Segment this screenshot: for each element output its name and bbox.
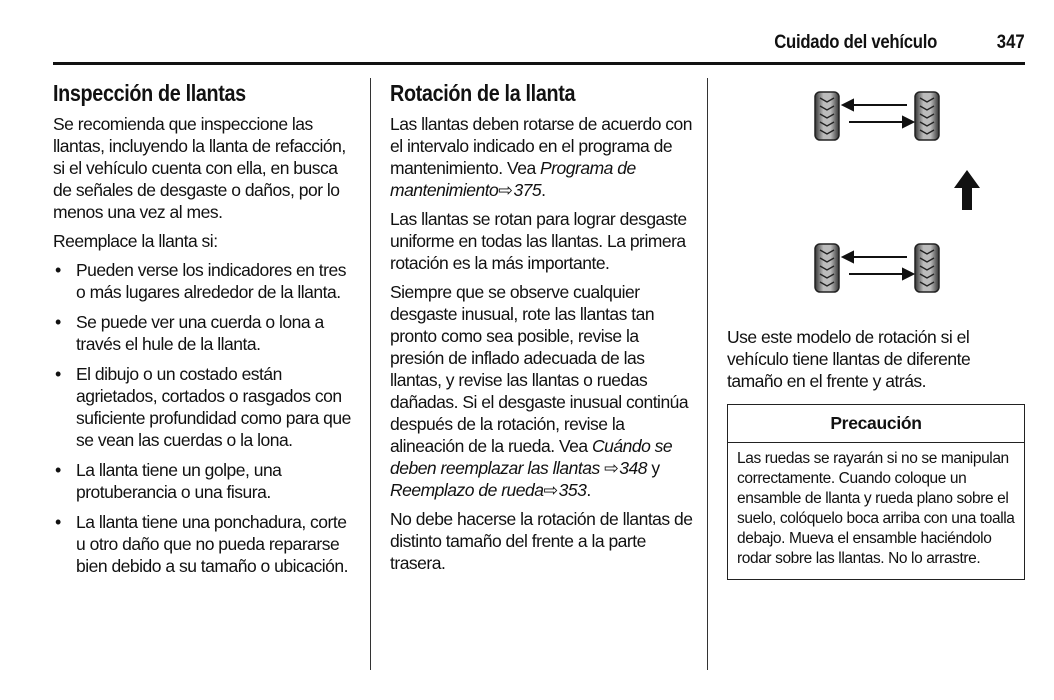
caution-body: Las ruedas se rayarán si no se manipulan correctamente. Cuando coloque un ensamble de llanta y rueda plano sobre el suelo, colóquelo boca arriba con una toalla debajo. Mueva el ensamble haciéndolo rodar sobre las llantas. No lo arrastre. xyxy=(737,450,1015,567)
caution-title: Precaución xyxy=(728,405,1024,443)
paragraph-text: . xyxy=(586,480,591,500)
paragraph-text: Las llantas deben rotarse de acuerdo con el intervalo indicado en el programa de mantenimiento. Vea xyxy=(390,114,693,178)
column-divider xyxy=(707,78,708,670)
list-item: • Pueden verse los indicadores en tres o más lugares alrededor de la llanta. xyxy=(53,259,358,303)
maintenance-schedule-link[interactable]: Programa de mantenimiento xyxy=(390,158,636,200)
page-number: 347 xyxy=(997,32,1025,53)
rotation-paragraph-1 xyxy=(390,113,695,201)
ref-arrow-icon: ⇨ xyxy=(498,180,513,200)
rotation-column xyxy=(390,80,695,581)
double-arrow-icon xyxy=(843,252,913,279)
inspection-intro: Se recomienda que inspeccione las llantas, incluyendo la llanta de refacción, si el vehículo cuenta con ella, en busca de señales de desgaste o daños, por lo menos una vez al mes. xyxy=(53,114,346,222)
rotation-paragraph-3 xyxy=(390,281,695,501)
rotation-heading: Rotación de la llanta xyxy=(390,80,576,106)
caution-box xyxy=(727,404,1025,580)
diagram-caption: Use este modelo de rotación si el vehículo tiene llantas de diferente tamaño en el frente y atrás. xyxy=(727,327,971,391)
tire-icon xyxy=(815,92,839,140)
tire-icon xyxy=(815,244,839,292)
list-item: • Se puede ver una cuerda o lona a través el hule de la llanta. xyxy=(53,311,358,355)
replace-tires-link[interactable]: Cuándo se deben reemplazar las llantas xyxy=(390,436,673,478)
rotation-paragraph-2: Las llantas se rotan para lograr desgaste uniforme en todas las llantas. La primera rotación es la más importante. xyxy=(390,209,687,273)
list-item: • La llanta tiene un golpe, una protuberancia o una fisura. xyxy=(53,459,358,503)
wheel-replacement-link[interactable]: Reemplazo de rueda xyxy=(390,480,544,500)
inspection-column xyxy=(53,80,358,585)
double-arrow-icon xyxy=(843,100,913,127)
paragraph-text: y xyxy=(646,458,660,478)
tire-icon xyxy=(915,92,939,140)
replace-if-label: Reemplace la llanta si: xyxy=(53,231,218,251)
page-ref[interactable]: 375 xyxy=(513,180,542,200)
paragraph-text: . xyxy=(541,180,546,200)
paragraph-text: Siempre que se observe cualquier desgaste inusual, rote las llantas tan pronto como sea posible, revise la presión de inflado adecuada de las llantas, y revise las llantas o ruedas dañadas. Si el desgaste inusual continúa después de la rotación, revise la alineación de la rueda. Vea xyxy=(390,282,689,456)
page-ref[interactable]: 353 xyxy=(558,480,587,500)
tire-icon xyxy=(915,244,939,292)
rotation-diagram xyxy=(727,86,1027,316)
diagram-column xyxy=(727,86,1027,580)
rotation-diagram-svg xyxy=(727,86,1027,316)
column-divider xyxy=(370,78,371,670)
replacement-criteria-list xyxy=(53,259,358,577)
list-item: • La llanta tiene una ponchadura, corte u otro daño que no pueda repararse bien debido a su tamaño o ubicación. xyxy=(53,511,358,577)
rotation-paragraph-4: No debe hacerse la rotación de llantas de distinto tamaño del frente a la parte trasera. xyxy=(390,509,693,573)
ref-arrow-icon: ⇨ xyxy=(543,480,558,500)
page-header xyxy=(53,30,1025,65)
inspection-heading: Inspección de llantas xyxy=(53,80,246,106)
ref-arrow-icon: ⇨ xyxy=(604,458,619,478)
up-arrow-icon xyxy=(954,170,980,210)
page-ref[interactable]: 348 xyxy=(619,458,647,478)
section-name: Cuidado del vehículo xyxy=(774,32,937,53)
list-item: • El dibujo o un costado están agrietados, cortados o rasgados con suficiente profundidad como para que se vean las cuerdas o la lona. xyxy=(53,363,358,451)
